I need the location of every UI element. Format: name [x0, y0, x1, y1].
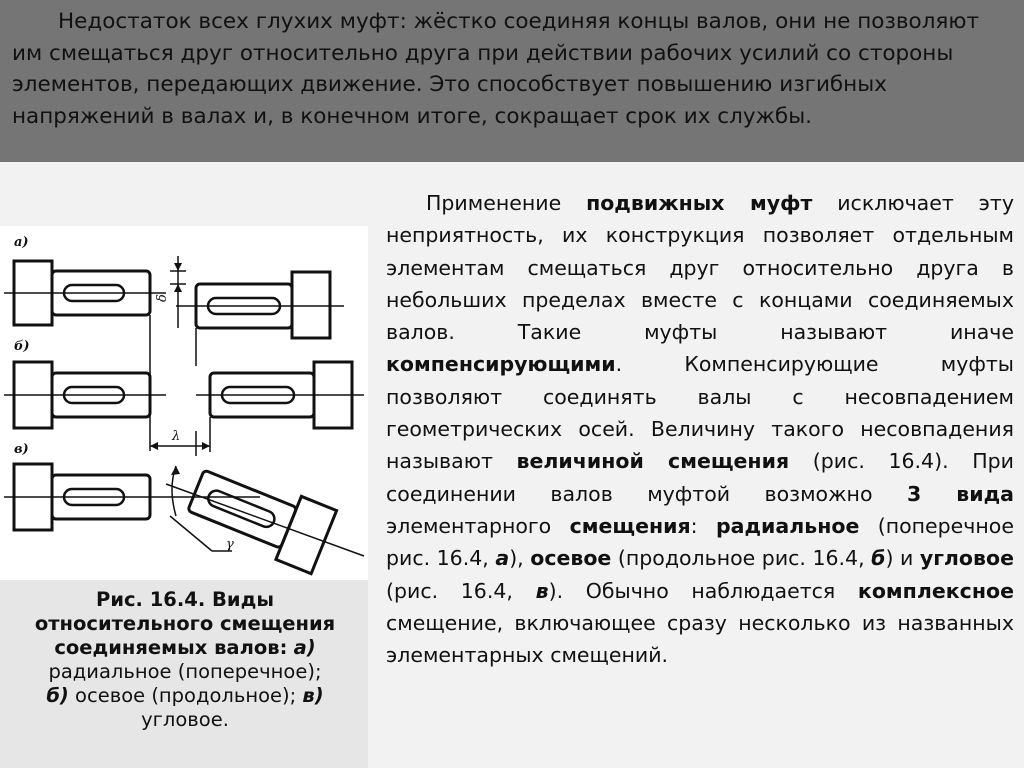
top-banner — [0, 0, 1024, 162]
term-axial: осевое — [530, 546, 612, 571]
term-movable-couplings: подвижных муфт — [586, 191, 813, 215]
term-radial: радиальное — [715, 513, 860, 538]
figure-label-lambda: λ — [172, 429, 181, 444]
ref-a: а — [495, 546, 510, 571]
caption-mark-v: в) — [302, 684, 324, 707]
term-offset: смещения — [569, 513, 691, 538]
body-t9: (продольное рис. 16.4, — [617, 546, 865, 571]
caption-text-a: радиальное (поперечное); — [48, 660, 322, 683]
figure-label-gamma: γ — [226, 537, 234, 552]
figure-drawing — [0, 226, 368, 580]
body-t13: смещение, включающее сразу несколько из названных элементарных смещений. — [386, 610, 1014, 668]
ref-b: б — [871, 546, 886, 571]
term-complex: комплексное — [857, 578, 1014, 603]
term-offset-magnitude: величиной смещения — [516, 449, 790, 474]
body-t12: ). Обычно наблюдается — [548, 578, 836, 603]
caption-mark-b: б) — [46, 684, 69, 707]
caption-text-v: угловое. — [141, 708, 229, 731]
body-t6: : — [690, 513, 698, 538]
figure-v-group — [14, 459, 337, 574]
body-t8: ), — [509, 546, 524, 571]
caption-text-b: осевое (продольное); — [75, 684, 297, 707]
figure-caption-panel — [0, 580, 368, 768]
caption-mark-a: а) — [293, 636, 316, 659]
figure-label-a: а) — [14, 235, 29, 250]
shaft-a-right-hub — [292, 272, 330, 338]
body-t3: . Компенсирующие муфты позволяют соединять валы с несовпадением геометрических осей. Величину такого несовпадения называют — [386, 352, 1014, 474]
body-t11: (рис. 16.4, — [386, 578, 513, 603]
term-three-types: 3 вида — [906, 481, 1014, 506]
figure-caption — [4, 588, 366, 732]
figure-label-b: б) — [14, 339, 30, 354]
shaft-v-right-body — [188, 470, 297, 548]
body-t10: ) и — [885, 546, 914, 571]
figure-label-delta: δ — [155, 294, 170, 302]
figure-a-group — [14, 261, 330, 338]
body-t1: Применение — [426, 191, 562, 215]
ref-v: в — [535, 578, 549, 603]
shaft-displacement-figure — [0, 226, 368, 580]
term-compensating: компенсирующими — [386, 352, 616, 377]
body-t7: (поперечное рис. 16.4, — [386, 513, 1014, 571]
main-paragraph — [386, 187, 1014, 671]
body-t2: исключает эту неприятность, их конструкция позволяет отдельным элементам смещаться друг относительно друга в небольших пределах вместе с концами соединяемых валов. Такие муфты называют иначе — [386, 191, 1014, 345]
term-angular: угловое — [919, 546, 1014, 571]
caption-title: Рис. 16.4. Виды относительного смещения соединяемых валов: — [34, 588, 336, 659]
figure-label-v: в) — [14, 442, 29, 457]
body-t4: (рис. 16.4). При соединении валов муфтой возможно — [386, 449, 1014, 506]
body-t5: элементарного — [386, 513, 552, 538]
top-banner-text: Недостаток всех глухих муфт: жёстко соединяя концы валов, они не позволяют им смещаться друг относительно друга при действии рабочих усилий со стороны элементов, передающих движение. Это способствует повышению изгибных напряжений в валах и, в конечном итоге, сокращает срок их службы. — [12, 9, 979, 129]
